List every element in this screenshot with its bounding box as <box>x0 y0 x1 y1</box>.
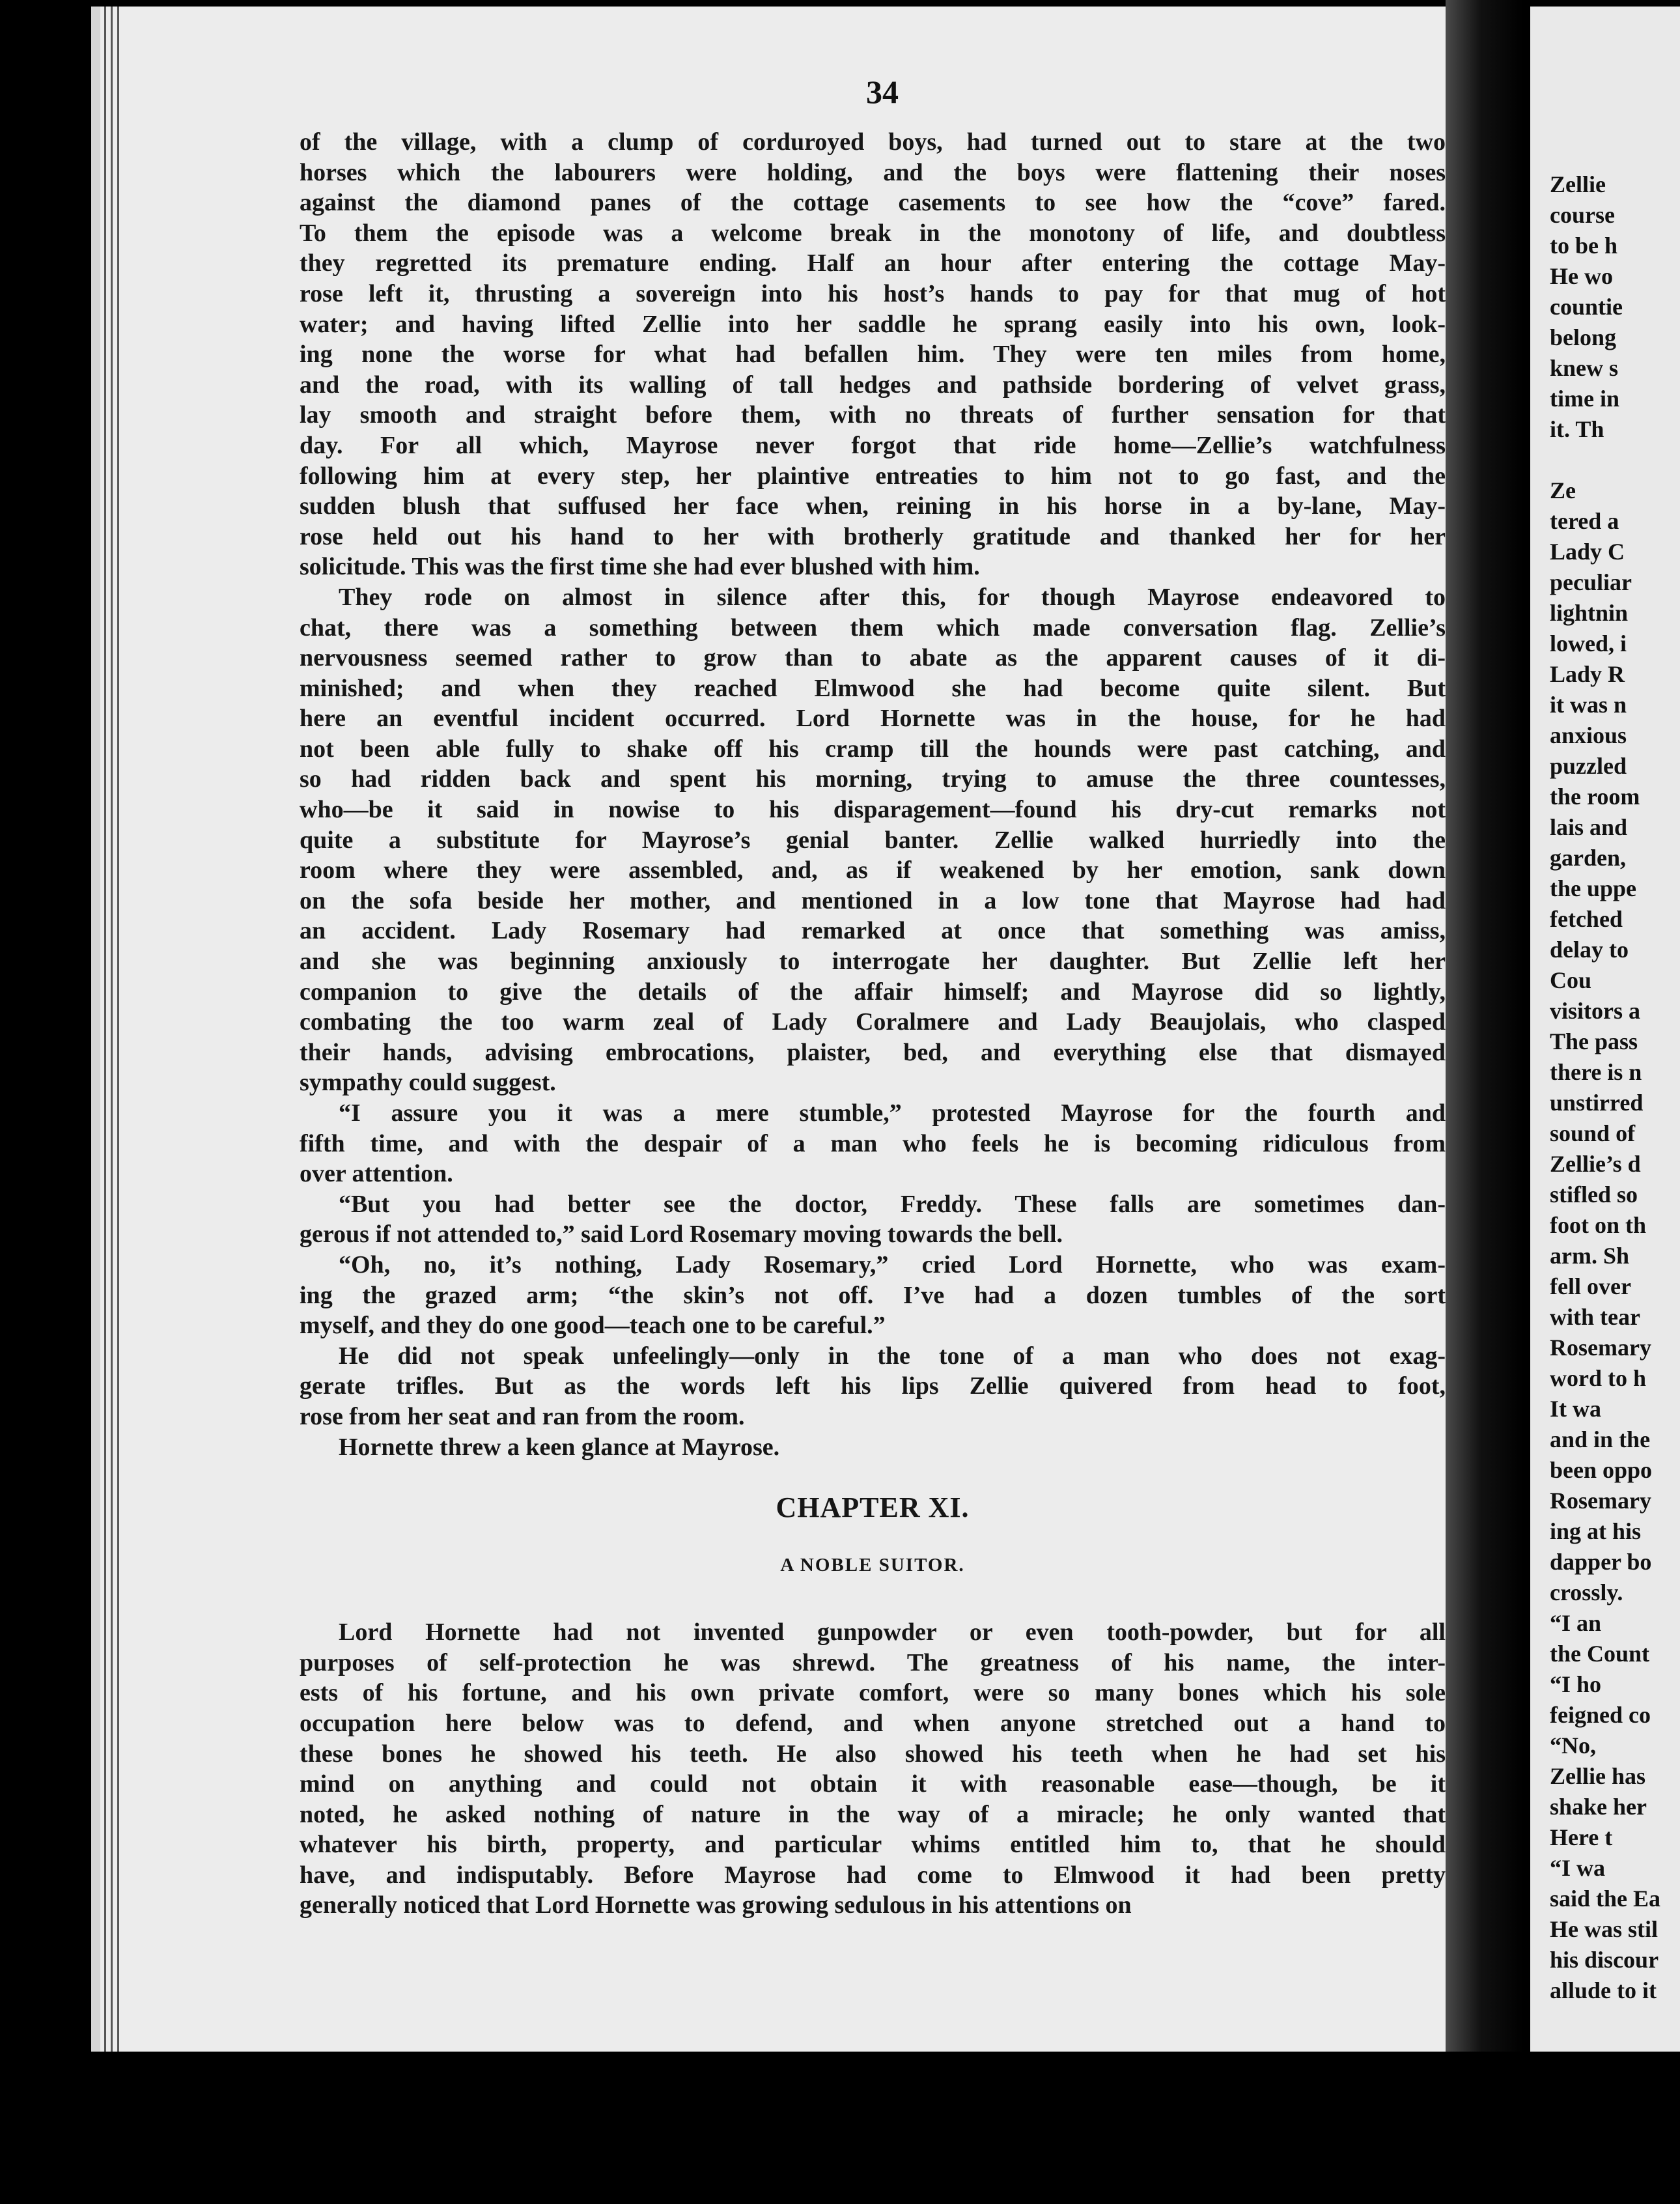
paragraph <box>300 1189 1446 1250</box>
facing-text-line: it. Th <box>1550 416 1604 442</box>
text-line: To them the episode was a welcome break in the monotony of life, and doubtless <box>300 219 1446 247</box>
facing-text-line: “I ho <box>1550 1671 1602 1697</box>
facing-text-line: with tear <box>1550 1304 1640 1330</box>
text-line: purposes of self-protection he was shrewd. The greatness of his name, the inter- <box>300 1648 1446 1676</box>
facing-text-line: He was stil <box>1550 1916 1658 1942</box>
chapter-subtitle: A NOBLE SUITOR. <box>780 1555 965 1576</box>
facing-text-line: garden, <box>1550 845 1626 871</box>
facing-text-line: said the Ea <box>1550 1886 1661 1912</box>
facing-text-line: his discour <box>1550 1947 1659 1973</box>
facing-page-text <box>1550 169 1680 2006</box>
facing-text-line: Lady R <box>1550 661 1625 687</box>
page-edge <box>111 7 113 2052</box>
facing-text-line: sound of <box>1550 1120 1636 1146</box>
facing-text-line: word to h <box>1550 1365 1647 1391</box>
paragraph <box>300 1098 1446 1189</box>
facing-text-line: the uppe <box>1550 875 1637 901</box>
text-line: have, and indisputably. Before Mayrose had come to Elmwood it had been pretty <box>300 1861 1446 1889</box>
facing-text-line: dapper bo <box>1550 1549 1652 1575</box>
text-line: and she was beginning anxiously to interrogate her daughter. But Zellie left her <box>300 948 1446 976</box>
text-line: ing none the worse for what had befallen him. They were ten miles from home, <box>300 341 1446 369</box>
facing-text-line: lais and <box>1550 814 1628 840</box>
facing-text-line: feigned co <box>1550 1702 1651 1728</box>
text-line: and the road, with its walling of tall hedges and pathside bordering of velvet grass, <box>300 371 1446 399</box>
page-edge <box>117 7 119 2052</box>
text-line: not been able fully to shake off his cramp till the hounds were past catching, and <box>300 735 1446 763</box>
facing-text-line: tered a <box>1550 508 1619 534</box>
text-line: horses which the labourers were holding, and the boys were flattening their noses <box>300 158 1446 186</box>
facing-text-line: puzzled <box>1550 753 1627 779</box>
facing-text-line: lightnin <box>1550 600 1629 626</box>
text-line: their hands, advising embrocations, plaister, bed, and everything else that dismayed <box>300 1038 1446 1066</box>
facing-text-line: been oppo <box>1550 1457 1653 1483</box>
paragraph <box>300 1341 1446 1432</box>
paragraph <box>300 582 1446 1098</box>
facing-text-line: belong <box>1550 324 1617 350</box>
facing-text-line: Rosemary <box>1550 1488 1651 1514</box>
text-line: ing the grazed arm; “the skin’s not off. I’ve had a dozen tumbles of the sort <box>300 1281 1446 1309</box>
text-line: chat, there was a something between them which made conversation flag. Zellie’s <box>300 614 1446 642</box>
page-body <box>300 127 1446 1921</box>
facing-text-line: it was n <box>1550 692 1627 718</box>
facing-text-line: fetched <box>1550 906 1623 932</box>
text-line: room where they were assembled, and, as if weakened by her emotion, sank down <box>300 856 1446 884</box>
facing-text-line: The pass <box>1550 1028 1638 1054</box>
text-line: sudden blush that suffused her face when, reining in his horse in a by-lane, May- <box>300 492 1446 520</box>
text-line: solicitude. This was the first time she had ever blushed with him. <box>300 553 980 581</box>
facing-text-line: Cou <box>1550 967 1592 993</box>
text-line: day. For all which, Mayrose never forgot that ride home—Zellie’s watchfulness <box>300 431 1446 459</box>
facing-page <box>1530 7 1680 2052</box>
text-line: minished; and when they reached Elmwood she had become quite silent. But <box>300 674 1446 702</box>
text-line: Lord Hornette had not invented gunpowder or even tooth-powder, but for all <box>339 1618 1446 1646</box>
text-line: Hornette threw a keen glance at Mayrose. <box>339 1433 780 1461</box>
paragraph <box>300 127 1446 582</box>
facing-text-line: ing at his <box>1550 1518 1642 1544</box>
paragraph <box>300 1617 1446 1921</box>
facing-text-line: shake her <box>1550 1794 1647 1820</box>
facing-text-line: the Count <box>1550 1641 1650 1667</box>
facing-text-line: Zellie has <box>1550 1763 1646 1789</box>
facing-text-line: Here t <box>1550 1824 1613 1850</box>
text-line: He did not speak unfeelingly—only in the tone of a man who does not exag- <box>339 1342 1446 1370</box>
text-line: water; and having lifted Zellie into her saddle he sprang easily into his own, look- <box>300 310 1446 338</box>
text-line: over attention. <box>300 1160 453 1188</box>
facing-text-line: course <box>1550 202 1615 228</box>
facing-text-line: Lady C <box>1550 539 1625 565</box>
scan-background <box>0 2052 1680 2204</box>
facing-text-line: He wo <box>1550 263 1613 289</box>
text-line: of the village, with a clump of corduroyed boys, had turned out to stare at the two <box>300 128 1446 156</box>
text-line: noted, he asked nothing of nature in the way of a miracle; he only wanted that <box>300 1800 1446 1828</box>
text-line: ests of his fortune, and his own private comfort, were so many bones which his sole <box>300 1679 1446 1707</box>
text-line: generally noticed that Lord Hornette was growing sedulous in his attentions on <box>300 1891 1132 1919</box>
facing-text-line: “I an <box>1550 1610 1602 1636</box>
text-line: rose left it, thrusting a sovereign into his host’s hands to pay for that mug of hot <box>300 279 1446 307</box>
facing-text-line: foot on th <box>1550 1212 1647 1238</box>
text-line: here an eventful incident occurred. Lord Hornette was in the house, for he had <box>300 705 1446 733</box>
text-line: these bones he showed his teeth. He also showed his teeth when he had set his <box>300 1740 1446 1768</box>
text-line: rose held out his hand to her with brotherly gratitude and thanked her for her <box>300 522 1446 550</box>
text-line: who—be it said in nowise to his disparagement—found his dry-cut remarks not <box>300 796 1446 824</box>
text-line: They rode on almost in silence after this, for though Mayrose endeavored to <box>339 583 1446 611</box>
chapter-heading: CHAPTER XI. <box>776 1491 970 1524</box>
text-line: against the diamond panes of the cottage casements to see how the “cove” fared. <box>300 189 1446 217</box>
text-line: mind on anything and could not obtain it with reasonable ease—though, be it <box>300 1770 1446 1798</box>
text-line: nervousness seemed rather to grow than to abate as the apparent causes of it di- <box>300 644 1446 672</box>
facing-text-line: to be h <box>1550 233 1618 259</box>
facing-text-line: “I wa <box>1550 1855 1606 1881</box>
text-line: “Oh, no, it’s nothing, Lady Rosemary,” cried Lord Hornette, who was exam- <box>339 1250 1446 1279</box>
text-line: on the sofa beside her mother, and mentioned in a low tone that Mayrose had had <box>300 886 1446 914</box>
facing-text-line: knew s <box>1550 355 1619 381</box>
facing-text-line: “No, <box>1550 1732 1596 1759</box>
facing-text-line: Ze <box>1550 477 1576 503</box>
text-line: occupation here below was to defend, and when anyone stretched out a hand to <box>300 1709 1446 1737</box>
facing-text-line: lowed, i <box>1550 630 1627 657</box>
facing-text-line: delay to <box>1550 937 1629 963</box>
text-line: quite a substitute for Mayrose’s genial banter. Zellie walked hurriedly into the <box>300 826 1446 854</box>
facing-text-line <box>1550 445 1680 475</box>
facing-text-line: allude to it <box>1550 1977 1657 2003</box>
facing-text-line: there is n <box>1550 1059 1642 1085</box>
text-line: fifth time, and with the despair of a man who feels he is becoming ridiculous from <box>300 1129 1446 1157</box>
text-line: whatever his birth, property, and particular whims entitled him to, that he should <box>300 1831 1446 1859</box>
facing-text-line: time in <box>1550 386 1619 412</box>
facing-text-line: unstirred <box>1550 1090 1644 1116</box>
facing-text-line: crossly. <box>1550 1579 1623 1605</box>
paragraph <box>300 1250 1446 1341</box>
facing-text-line: Rosemary <box>1550 1335 1651 1361</box>
page-edge <box>104 7 106 2052</box>
text-line: rose from her seat and ran from the room. <box>300 1402 745 1430</box>
facing-text-line: the room <box>1550 784 1640 810</box>
paragraph <box>300 1432 1446 1463</box>
facing-text-line: Zellie’s d <box>1550 1151 1641 1177</box>
text-line: they regretted its premature ending. Half an hour after entering the cottage May- <box>300 249 1446 277</box>
text-line: “But you had better see the doctor, Freddy. These falls are sometimes dan- <box>339 1190 1446 1218</box>
facing-text-line: anxious <box>1550 722 1627 748</box>
text-line: gerate trifles. But as the words left his lips Zellie quivered from head to foot, <box>300 1372 1446 1400</box>
text-line: companion to give the details of the affair himself; and Mayrose did so lightly, <box>300 978 1446 1006</box>
text-line: combating the too warm zeal of Lady Coralmere and Lady Beaujolais, who clasped <box>300 1008 1446 1036</box>
text-line: “I assure you it was a mere stumble,” protested Mayrose for the fourth and <box>339 1099 1446 1127</box>
facing-text-line: and in the <box>1550 1426 1651 1452</box>
book-gutter <box>1446 0 1524 2052</box>
facing-text-line: countie <box>1550 294 1623 320</box>
facing-text-line: arm. Sh <box>1550 1243 1630 1269</box>
text-line: myself, and they do one good—teach one to be careful.” <box>300 1312 886 1340</box>
text-line: an accident. Lady Rosemary had remarked at once that something was amiss, <box>300 917 1446 945</box>
facing-text-line: visitors a <box>1550 998 1640 1024</box>
text-line: gerous if not attended to,” said Lord Rosemary moving towards the bell. <box>300 1221 1063 1249</box>
facing-text-line: peculiar <box>1550 569 1632 595</box>
facing-text-line: fell over <box>1550 1273 1631 1299</box>
page-number: 34 <box>866 74 899 110</box>
facing-text-line: It wa <box>1550 1396 1601 1422</box>
text-line: following him at every step, her plaintive entreaties to him not to go fast, and the <box>300 462 1446 490</box>
text-line: sympathy could suggest. <box>300 1069 556 1097</box>
text-line: lay smooth and straight before them, with no threats of further sensation for that <box>300 401 1446 429</box>
text-line: so had ridden back and spent his morning, trying to amuse the three countesses, <box>300 765 1446 793</box>
facing-text-line: stifled so <box>1550 1181 1638 1208</box>
facing-text-line: Zellie <box>1550 171 1606 197</box>
